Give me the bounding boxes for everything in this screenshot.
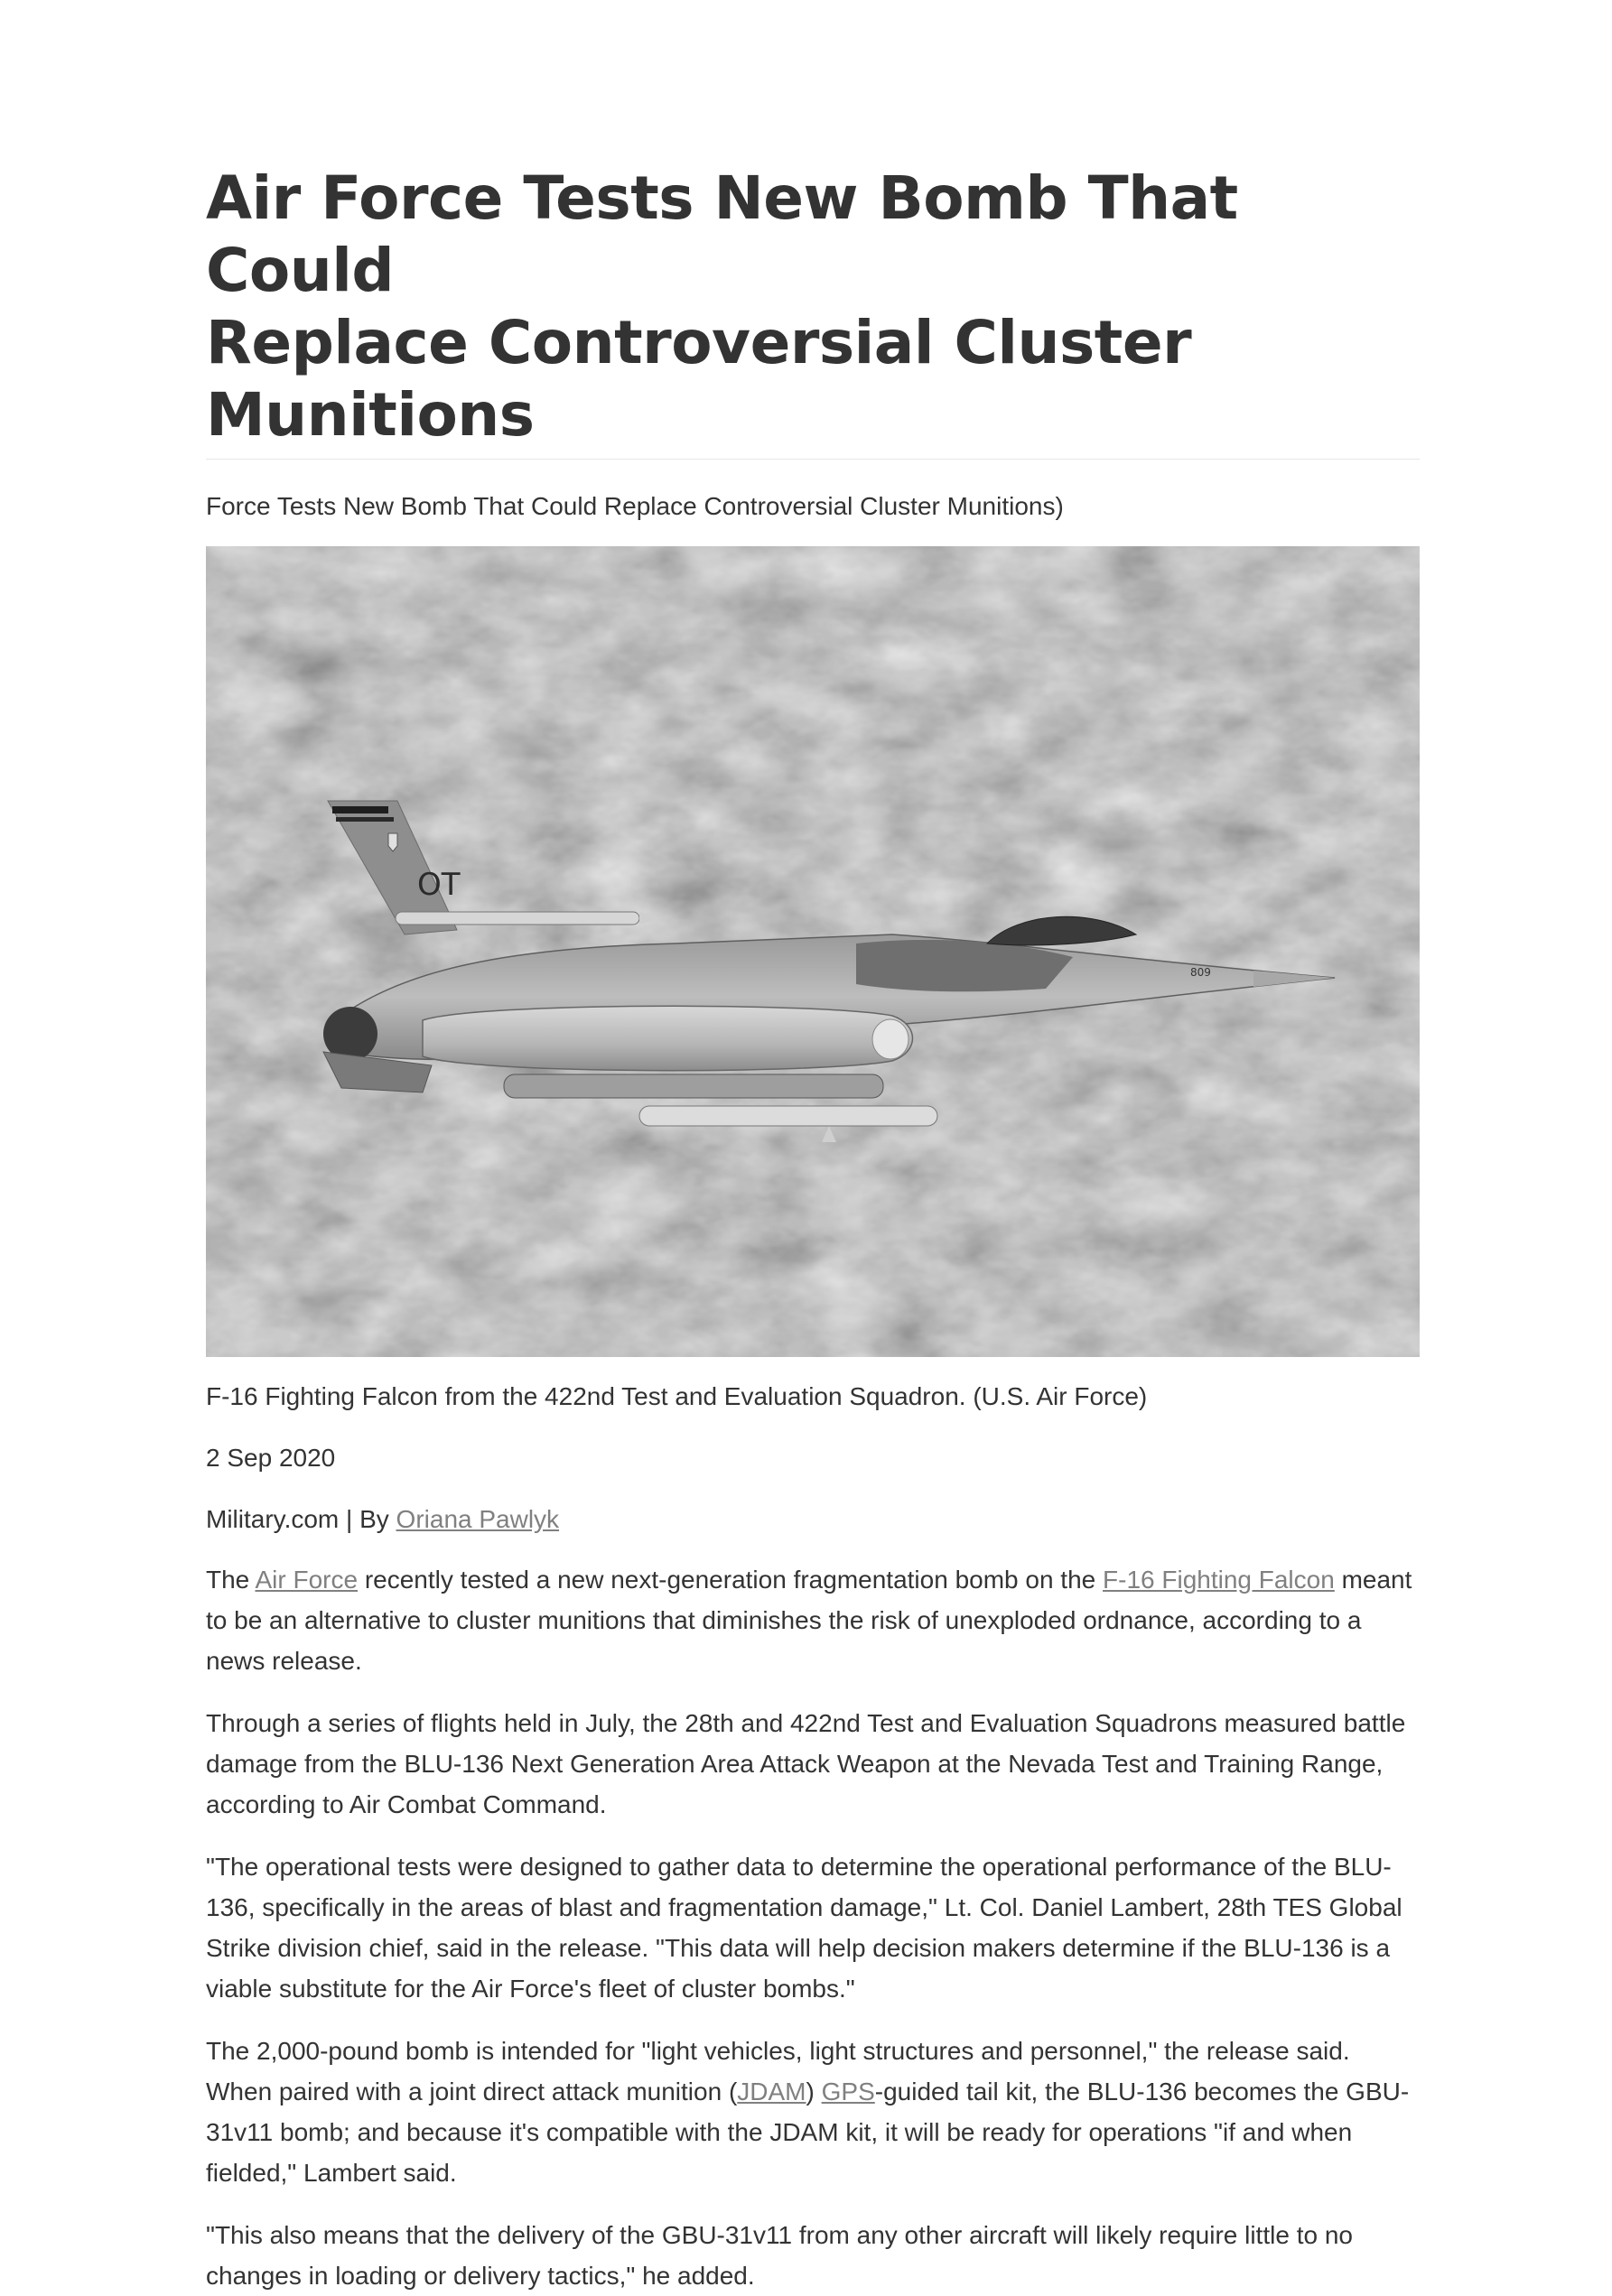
title-line-1: Air Force Tests New Bomb That Could — [206, 163, 1238, 305]
article-body — [206, 1559, 1420, 2296]
paragraph-4: The 2,000-pound bomb is intended for "light vehicles, light structures and personnel," the release said. When paired with a joint direct attack munition (JDAM) GPS-guided tail kit, the BLU-136 becomes the GBU-31v11 bomb; and because it's compatible with the JDAM kit, it will be ready for operations "if and when fielded," Lambert said. — [206, 2037, 1410, 2187]
title-line-2: Replace Controversial Cluster Munitions — [206, 308, 1192, 450]
gps-link[interactable]: GPS — [821, 2078, 875, 2105]
article-title — [206, 163, 1420, 460]
tail-code: OT — [417, 867, 461, 903]
byline-source: Military.com | By — [206, 1505, 396, 1533]
jdam-link[interactable]: JDAM — [737, 2078, 806, 2105]
nose-number: 809 — [1190, 966, 1211, 979]
air-force-link[interactable]: Air Force — [255, 1566, 359, 1594]
f16-link[interactable]: F-16 Fighting Falcon — [1103, 1566, 1335, 1594]
article-subtitle: Force Tests New Bomb That Could Replace Controversial Cluster Munitions) — [206, 492, 1064, 520]
paragraph-3: "The operational tests were designed to gather data to determine the operational performance of the BLU-136, specifically in the areas of blast and fragmentation damage," Lt. Col. Daniel Lambert, 28th TES Global Strike division chief, said in the release. "This data will help decision makers determine if the BLU-136 is a viable substitute for the Air Force's fleet of cluster bombs." — [206, 1853, 1402, 2003]
paragraph-5: "This also means that the delivery of the GBU-31v11 from any other aircraft will likely require little to no changes in loading or delivery tactics," he added. — [206, 2221, 1353, 2290]
article — [206, 163, 1420, 2296]
article-date: 2 Sep 2020 — [206, 1444, 336, 1472]
image-caption: F-16 Fighting Falcon from the 422nd Test and Evaluation Squadron. (U.S. Air Force) — [206, 1382, 1148, 1410]
byline — [206, 1501, 1420, 1538]
hero-image — [206, 546, 1420, 1357]
author-link[interactable]: Oriana Pawlyk — [396, 1505, 560, 1533]
paragraph-1: The Air Force recently tested a new next-generation fragmentation bomb on the F-16 Fighting Falcon meant to be an alternative to cluster munitions that diminishes the risk of unexploded ordnance, according to a news release. — [206, 1566, 1412, 1675]
paragraph-2: Through a series of flights held in July, the 28th and 422nd Test and Evaluation Squadrons measured battle damage from the BLU-136 Next Generation Area Attack Weapon at the Nevada Test and Training Range, according to Air Combat Command. — [206, 1709, 1406, 1818]
